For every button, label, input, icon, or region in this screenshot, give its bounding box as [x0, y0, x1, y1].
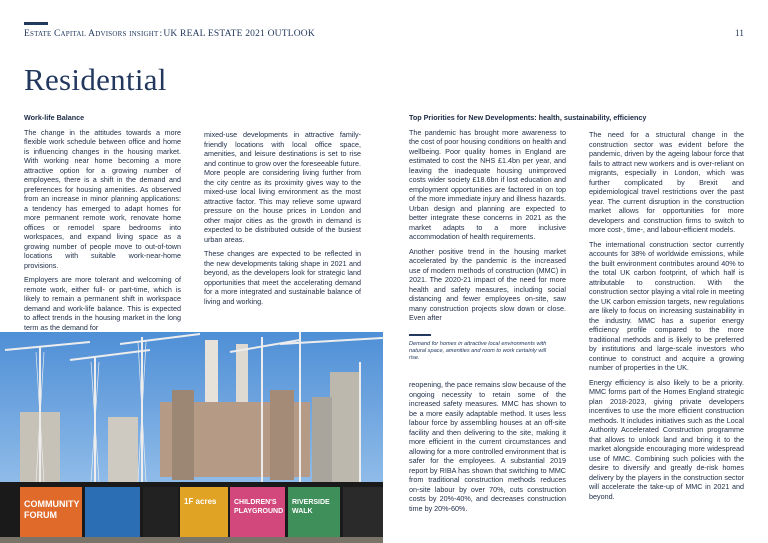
photo-illustration: [0, 332, 383, 543]
paragraph: mixed-use developments in attractive family-friendly locations with local office space, amenities, and leisure destinations is set to rise and continue to grow over the foreseeable future. More people are considering living further from the city centre as its proximity gives way to the mixed-use local living environment as the most attractive factor. This may relieve some upward pressure on the house prices in London and other major cities as the growth in demand is expected to be distributed outside of the busiest urban areas.: [204, 130, 361, 244]
column-4: [589, 130, 744, 506]
page-title: Residential: [24, 62, 167, 97]
section-heading-priorities: Top Priorities for New Developments: health, sustainability, efficiency: [409, 113, 647, 122]
paragraph: Energy efficiency is also likely to be a priority. MMC forms part of the Homes England strategic plan 2018-2023, giving private developers incentives to use the more efficient construction methods. It includes initiatives such as the Local Authority Accelerated Construction programme that allows to unlock land and bring it to the market alongside encouraging more widespread use of MMC. Combining such policies with the desire to diversify and greatly de-risk homes delivery by the players in the construction sector will accelerate the take-up of MMC in 2021 and beyond.: [589, 377, 744, 501]
hoarding-panel-acres: [180, 487, 228, 537]
hoarding-text: PLAYGROUND: [234, 508, 284, 515]
building: [330, 372, 360, 482]
brand-name: Estate Capital Advisors insight: [24, 29, 159, 39]
paragraph: The international construction sector currently accounts for 38% of worldwide emissions, while the built environment contributes around 40% to the total UK carbon footprint, of which half is attributable to construction. With the construction sector playing a vital role in meeting the UK carbon emission targets, new regulations are likely to focus on increasing sustainability in the industry. MMC has a superior energy efficiency profile compared to the more traditional methods and is likely to be preferred by institutions and large-scale investors who continue to construct and acquire a growing number of properties in the UK.: [589, 239, 745, 372]
hoarding-text: CHILDREN'S: [234, 499, 277, 506]
paragraph: The pandemic has brought more awareness to the cost of poor housing conditions on health and wellbeing. Poor quality homes in England are estimated to cost the NHS £1.4bn per year, and leaving the inadequate housing unimproved costs wider society £18.6bn if lost education and employment opportunities are factored in on top of the more immediate injury and illness hazards. Urban design and planning are expected to better integrate these concerns in 2021 as the market adapts to a more inclusive accommodation of health requirements.: [409, 127, 566, 241]
paragraph: Another positive trend in the housing market accelerated by the pandemic is the increased use of modern methods of construction (MMC) in 2021. The 2020-21 impact of the need for more health and safety measures, including social distancing and fewer employees on-site, saw many construction projects slow down or close. Even after: [409, 246, 566, 322]
pull-quote: [409, 334, 549, 362]
battersea-construction-photo: [0, 332, 383, 543]
report-title: UK REAL ESTATE 2021 OUTLOOK: [163, 29, 315, 39]
building: [108, 417, 138, 482]
header-rule: [24, 22, 48, 25]
paragraph: Employers are more tolerant and welcoming of remote work, either full- or part-time, which is likely to remain a permanent shift in workspace demand and work-life balance. This is expected to affect trends in the housing market in the long term as the demand for: [24, 275, 181, 332]
hoarding-text: RIVERSIDE: [292, 499, 330, 506]
header-separator: :: [159, 29, 163, 39]
pavement: [0, 537, 383, 543]
paragraph: The change in the attitudes towards a more flexible work schedule between office and home is influencing changes in the housing market. With working near home becoming a more attractive option for a growing number of employees, there is a shift in the demand and preferences for housing amenities. As observed from an increase in minor planning applications: a tendency has emerged to adapt homes for more permanent remote work, renovate home offices or remodel spare bedrooms into workspaces, and expand living space as a growing number of people move to out-of-town locations with suitable work-near-home provisions.: [24, 127, 181, 270]
pull-quote-rule: [409, 334, 431, 336]
hoarding-text: 1F acres: [184, 497, 217, 506]
hoarding-text: COMMUNITY: [24, 499, 80, 509]
column-3: [409, 113, 647, 328]
running-header: [24, 29, 744, 43]
hoarding-text: FORUM: [24, 510, 57, 520]
paragraph: These changes are expected to be reflected in the new developments taking shape in 2021 and beyond, as the developers look for strategic land opportunities that meet the accelerating demand for a more integrated and sustainable balance of living and working.: [204, 249, 361, 306]
column-1: [24, 113, 181, 337]
column-2: [204, 130, 361, 311]
hoarding-text: WALK: [292, 508, 313, 515]
section-heading-work-life: Work-life Balance: [24, 113, 85, 122]
paragraph: reopening, the pace remains slow because of the ongoing necessity to retain some of the increased safety measures. MMC has shown to be a more easily adaptable method. It uses less labour force by assembling houses at an off-site facility and then delivering to the site, making it more efficient in the current circumstances and allowing for a more controlled environment that is safer for the employees. A substantial 2019 report by RIBA has shown that switching to MMC from traditional construction methods reduces on-site labour by over 70%, cuts construction costs by 20%-40%, and decreases construction time by 20%-60%.: [409, 380, 566, 513]
column-3-continued: [409, 380, 566, 518]
pull-quote-text: Demand for homes in attractive local environments with natural space, amenities and room to work certainly will rise.: [409, 341, 547, 361]
header-brand-line: [24, 29, 315, 39]
paragraph: The need for a structural change in the construction sector was evident before the pandemic, driven by the ageing labour force that fails to attract new workers and is over-reliant on migrants, especially in London, which was further complicated by Brexit and epidemiological travel restrictions over the past year. The current disruption in the construction market allows for opportunities for more developers and construction firms to switch to more cost-, time-, and labour-efficient models.: [589, 130, 744, 234]
page-number: 11: [734, 29, 744, 39]
